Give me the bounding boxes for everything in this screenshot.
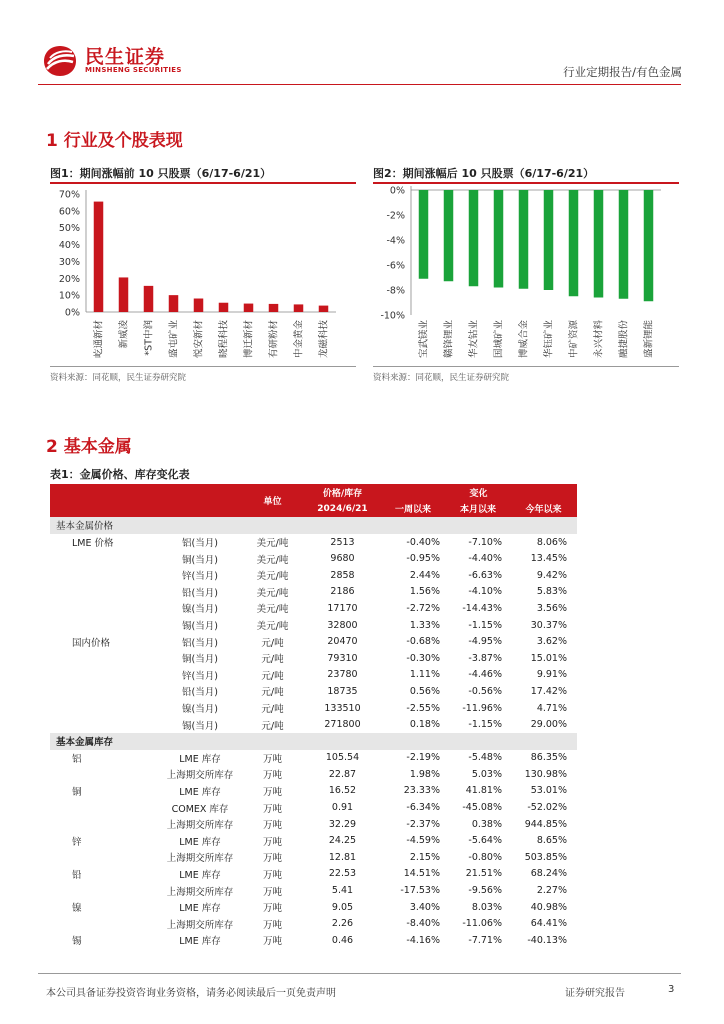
bar: [119, 277, 129, 312]
table-cell: 9680: [330, 553, 355, 565]
table-cell: -4.46%: [468, 669, 502, 681]
table-cell: 元/吨: [261, 670, 284, 682]
table-cell: -0.80%: [468, 851, 502, 863]
x-tick-label: 华钰矿业: [543, 320, 555, 359]
table-cell: -45.08%: [462, 802, 502, 814]
table-cell: 13.45%: [530, 553, 567, 565]
x-tick-label: 博迁新材: [243, 320, 255, 359]
table-cell: -5.48%: [468, 752, 502, 764]
table-cell: [50, 550, 160, 567]
x-tick-label: 有研粉材: [268, 320, 280, 359]
table-cell: 4.71%: [536, 702, 567, 714]
table-cell: LME 库存: [179, 836, 221, 848]
table-cell: -4.95%: [468, 636, 502, 648]
table-cell: 18735: [327, 685, 358, 697]
table-row: [50, 683, 577, 700]
table-cell: 5.83%: [536, 586, 567, 598]
table-cell: 5.41: [331, 885, 354, 897]
table-header-unit: 单位: [240, 484, 305, 517]
table-row: [50, 832, 577, 849]
table-cell: 32800: [327, 619, 358, 631]
x-tick-label: 国城矿业: [493, 320, 505, 359]
table-cell: 锡(当月): [182, 621, 218, 633]
table-cell: 上海期交所库存: [166, 820, 234, 832]
x-tick-label: 宝武镁业: [418, 320, 430, 359]
table-cell: LME 库存: [179, 903, 221, 915]
table-cell: 铝: [72, 753, 82, 765]
fig2-title: 图2：期间涨幅后 10 只股票（6/17-6/21）: [373, 167, 595, 180]
table-cell: 锡: [72, 936, 82, 948]
table-cell: -14.43%: [462, 602, 502, 614]
table-header-year: 今年以来: [510, 501, 577, 518]
bar: [594, 190, 604, 298]
table-body: [50, 517, 577, 948]
table-cell: 1.33%: [409, 619, 440, 631]
bar: [544, 190, 554, 290]
table-row: [50, 766, 577, 783]
table-cell: 铅(当月): [182, 587, 218, 599]
table-cell: [50, 799, 160, 816]
table-cell: [50, 617, 160, 634]
x-tick-label: 华友钴业: [468, 320, 480, 359]
table-cell: [50, 882, 160, 899]
fig2-chart: [373, 184, 679, 366]
table-cell: [50, 600, 160, 617]
table-cell: 元/吨: [261, 720, 284, 732]
company-logo: [38, 42, 238, 80]
table-cell: 79310: [327, 652, 358, 664]
table-cell: 9.91%: [536, 669, 567, 681]
table-cell: 0.56%: [409, 685, 440, 697]
table-cell: 万吨: [262, 903, 282, 915]
table-cell: -0.95%: [406, 553, 440, 565]
table-row: [50, 633, 577, 650]
fig1-chart: [50, 184, 356, 366]
bar: [144, 286, 154, 312]
table-cell: -3.87%: [468, 652, 502, 664]
table-cell: COMEX 库存: [171, 803, 229, 815]
table-cell: -4.16%: [406, 934, 440, 946]
table-cell: 15.01%: [530, 652, 567, 664]
table-cell: 86.35%: [530, 752, 567, 764]
x-tick-label: *ST中润: [143, 320, 155, 356]
table-cell: 2.15%: [409, 851, 440, 863]
y-tick-label: -6%: [386, 260, 405, 272]
table-cell: 美元/吨: [256, 604, 289, 616]
table-cell: -2.19%: [406, 752, 440, 764]
table-cell: 上海期交所库存: [166, 853, 234, 865]
table-cell: 2186: [330, 586, 355, 598]
table-cell: 元/吨: [261, 654, 284, 666]
table-cell: 0.46: [331, 934, 354, 946]
table-cell: 41.81%: [465, 785, 502, 797]
x-tick-label: 赣锋锂业: [443, 320, 455, 359]
table-cell: [50, 849, 160, 866]
table-row: [50, 650, 577, 667]
table-row: [50, 716, 577, 733]
table-row: [50, 866, 577, 883]
table-cell: 16.52: [328, 785, 357, 797]
table-cell: -2.37%: [406, 818, 440, 830]
y-tick-label: 20%: [58, 273, 80, 285]
table-cell: 20470: [327, 636, 358, 648]
table-cell: [50, 650, 160, 667]
bar: [644, 190, 654, 301]
table-cell: 锌(当月): [182, 670, 218, 682]
table-cell: 铜: [72, 786, 82, 798]
footer-divider: [38, 973, 681, 974]
table-cell: -4.59%: [406, 835, 440, 847]
table-cell: 2513: [330, 536, 355, 548]
bar: [619, 190, 629, 299]
table-section-label: 基本金属库存: [50, 733, 577, 750]
bar: [169, 295, 179, 312]
table-cell: LME 库存: [179, 936, 221, 948]
table-cell: 21.51%: [465, 868, 502, 880]
table-cell: 29.00%: [530, 719, 567, 731]
table-cell: -0.56%: [468, 685, 502, 697]
table-cell: 万吨: [262, 820, 282, 832]
table-cell: 53.01%: [530, 785, 567, 797]
table-cell: 铜(当月): [182, 654, 218, 666]
table-cell: 503.85%: [524, 851, 567, 863]
logo-en-text: MINSHENG SECURITIES: [85, 66, 182, 74]
table-cell: 3.56%: [536, 602, 567, 614]
table-cell: 锡(当月): [182, 720, 218, 732]
table-cell: 2.26: [331, 918, 354, 930]
fig1-bottom-rule: [50, 366, 356, 367]
table-cell: 9.42%: [536, 569, 567, 581]
bar: [94, 202, 104, 312]
table-cell: 2.27%: [536, 885, 567, 897]
table-header-change: 变化: [380, 484, 577, 501]
metal-price-table: [50, 484, 577, 949]
table-row: [50, 617, 577, 634]
table-cell: 2.44%: [409, 569, 440, 581]
section1-title: 1 行业及个股表现: [46, 131, 183, 151]
bar: [469, 190, 479, 286]
table-cell: 万吨: [262, 886, 282, 898]
table-cell: -40.13%: [527, 934, 567, 946]
table-cell: -1.15%: [468, 719, 502, 731]
table-row: [50, 899, 577, 916]
table-cell: [50, 915, 160, 932]
x-tick-label: 中矿资源: [568, 320, 580, 359]
x-tick-label: 屹通新材: [93, 320, 105, 359]
table-cell: -4.10%: [468, 586, 502, 598]
table-cell: 锌(当月): [182, 571, 218, 583]
table-cell: 17.42%: [530, 685, 567, 697]
table-cell: -0.68%: [406, 636, 440, 648]
table-cell: 9.05: [331, 901, 354, 913]
table-cell: LME 库存: [179, 786, 221, 798]
table-cell: 22.87: [328, 768, 357, 780]
table-cell: 万吨: [262, 786, 282, 798]
table-cell: 40.98%: [530, 901, 567, 913]
table-cell: LME 库存: [179, 869, 221, 881]
table-cell: -1.15%: [468, 619, 502, 631]
header-divider: [38, 84, 681, 85]
table-cell: 23.33%: [403, 785, 440, 797]
table-cell: 万吨: [262, 836, 282, 848]
table-cell: 铝(当月): [182, 637, 218, 649]
table-cell: -6.63%: [468, 569, 502, 581]
table-cell: 美元/吨: [256, 554, 289, 566]
fig1-source: 资料来源：同花顺，民生证券研究院: [50, 373, 187, 383]
table-cell: 0.38%: [471, 818, 502, 830]
table-cell: -7.71%: [468, 934, 502, 946]
logo-cn-text: 民生证券: [85, 46, 166, 68]
table-cell: 元/吨: [261, 704, 284, 716]
bar: [419, 190, 429, 279]
y-tick-label: 30%: [58, 256, 80, 268]
table-cell: -52.02%: [527, 802, 567, 814]
table-cell: 23780: [327, 669, 358, 681]
bar: [569, 190, 579, 296]
table-cell: [50, 766, 160, 783]
y-tick-label: -8%: [386, 285, 405, 297]
table-row: [50, 932, 577, 949]
table-cell: 12.81: [328, 851, 357, 863]
table-cell: 8.03%: [471, 901, 502, 913]
bar: [494, 190, 504, 288]
table-cell: LME 库存: [179, 753, 221, 765]
table-cell: 万吨: [262, 853, 282, 865]
table-cell: 国内价格: [72, 637, 111, 649]
table-cell: 万吨: [262, 936, 282, 948]
table-cell: 105.54: [325, 752, 360, 764]
table-cell: 锌: [72, 836, 82, 848]
table-cell: 万吨: [262, 803, 282, 815]
y-tick-label: -10%: [380, 310, 405, 322]
table-row: [50, 534, 577, 551]
table-cell: -0.30%: [406, 652, 440, 664]
table-cell: 美元/吨: [256, 587, 289, 599]
table-cell: [50, 584, 160, 601]
table-cell: 0.18%: [409, 719, 440, 731]
bar: [519, 190, 529, 289]
fig2-bottom-rule: [373, 366, 679, 367]
table-section-row: [50, 733, 577, 750]
table-cell: 5.03%: [471, 768, 502, 780]
table-cell: 1.11%: [409, 669, 440, 681]
bar: [194, 299, 204, 312]
table-row: [50, 750, 577, 767]
table-header-week: 一周以来: [380, 501, 446, 518]
fig2-source: 资料来源：同花顺，民生证券研究院: [373, 373, 510, 383]
bar: [444, 190, 454, 281]
table-cell: -5.64%: [468, 835, 502, 847]
table-cell: 271800: [324, 719, 361, 731]
table-cell: 美元/吨: [256, 538, 289, 550]
table-cell: 上海期交所库存: [166, 886, 234, 898]
table-cell: [50, 683, 160, 700]
table-header-blank: [160, 484, 240, 517]
table-header-blank: [50, 484, 160, 517]
table-cell: [50, 816, 160, 833]
bar: [294, 304, 304, 312]
table-cell: 32.29: [328, 818, 357, 830]
table-cell: -9.56%: [468, 885, 502, 897]
table-row: [50, 799, 577, 816]
table-cell: 万吨: [262, 919, 282, 931]
table-cell: 30.37%: [530, 619, 567, 631]
bar: [319, 306, 329, 312]
table-cell: 元/吨: [261, 637, 284, 649]
table-row: [50, 700, 577, 717]
page-number: 3: [668, 984, 675, 995]
table-cell: 3.62%: [536, 636, 567, 648]
section2-title: 2 基本金属: [46, 437, 132, 457]
table-cell: 1.98%: [409, 768, 440, 780]
page-header: [38, 42, 688, 84]
table-cell: 24.25: [328, 835, 357, 847]
table-cell: 美元/吨: [256, 571, 289, 583]
x-tick-label: 晓程科技: [218, 320, 230, 359]
table-cell: 14.51%: [403, 868, 440, 880]
y-tick-label: 10%: [58, 290, 80, 302]
table-cell: -17.53%: [400, 885, 440, 897]
table-cell: 美元/吨: [256, 621, 289, 633]
table-cell: 上海期交所库存: [166, 770, 234, 782]
table-cell: -11.06%: [462, 918, 502, 930]
bar: [244, 304, 254, 312]
table-cell: 68.24%: [530, 868, 567, 880]
table-cell: 133510: [324, 702, 361, 714]
table-cell: 元/吨: [261, 687, 284, 699]
table-cell: -11.96%: [462, 702, 502, 714]
y-tick-label: 50%: [58, 223, 80, 235]
x-tick-label: 盛新锂能: [643, 320, 655, 359]
table-cell: -2.72%: [406, 602, 440, 614]
table-cell: 2858: [330, 569, 355, 581]
table-row: [50, 915, 577, 932]
table-cell: -8.40%: [406, 918, 440, 930]
table-row: [50, 882, 577, 899]
x-tick-label: 龙磁科技: [318, 320, 330, 359]
y-tick-label: 60%: [58, 206, 80, 218]
fig1-title: 图1：期间涨幅前 10 只股票（6/17-6/21）: [50, 167, 272, 180]
table-cell: 8.06%: [536, 536, 567, 548]
table-cell: -7.10%: [468, 536, 502, 548]
y-tick-label: 40%: [58, 240, 80, 252]
table-cell: [50, 667, 160, 684]
table-cell: 镍: [72, 903, 82, 915]
report-category: 行业定期报告/有色金属: [563, 65, 682, 79]
table-cell: 万吨: [262, 869, 282, 881]
bar: [269, 304, 279, 312]
x-tick-label: 中金黄金: [293, 320, 305, 359]
table-row: [50, 584, 577, 601]
table-cell: 22.53: [328, 868, 357, 880]
table-row: [50, 550, 577, 567]
table-cell: 944.85%: [524, 818, 567, 830]
x-tick-label: 永兴材料: [593, 320, 605, 359]
table-cell: 万吨: [262, 753, 282, 765]
table-cell: 铅(当月): [182, 687, 218, 699]
table-cell: 上海期交所库存: [166, 919, 234, 931]
x-tick-label: 新威凌: [118, 320, 130, 349]
table-header-date: 2024/6/21: [305, 501, 380, 518]
table-cell: LME 价格: [72, 538, 114, 550]
table-row: [50, 816, 577, 833]
table-cell: -2.55%: [406, 702, 440, 714]
y-tick-label: 0%: [64, 307, 80, 319]
table-cell: 0.91: [331, 802, 354, 814]
table-cell: [50, 700, 160, 717]
table-cell: 64.41%: [530, 918, 567, 930]
x-tick-label: 悦安新材: [193, 320, 205, 359]
table-cell: 镍(当月): [182, 704, 218, 716]
y-tick-label: 70%: [58, 189, 80, 201]
table-cell: -6.34%: [406, 802, 440, 814]
x-tick-label: 博威合金: [518, 320, 530, 359]
x-tick-label: 盛屯矿业: [168, 320, 180, 359]
y-tick-label: 0%: [389, 185, 405, 197]
table-row: [50, 567, 577, 584]
table-cell: -4.40%: [468, 553, 502, 565]
table-row: [50, 600, 577, 617]
table-header-price: 价格/库存: [305, 484, 380, 501]
y-tick-label: -4%: [386, 235, 405, 247]
table-cell: 铅: [72, 869, 82, 881]
table-cell: 8.65%: [536, 835, 567, 847]
table-cell: -0.40%: [406, 536, 440, 548]
table-row: [50, 849, 577, 866]
table-row: [50, 783, 577, 800]
bar: [219, 303, 229, 312]
table-section-row: [50, 517, 577, 534]
table-cell: [50, 716, 160, 733]
table-cell: 17170: [327, 602, 358, 614]
table-title: 表1：金属价格、库存变化表: [50, 468, 190, 481]
table-header-month: 本月以来: [446, 501, 510, 518]
footer-report-type: 证券研究报告: [565, 988, 625, 999]
table-row: [50, 667, 577, 684]
table-cell: 镍(当月): [182, 604, 218, 616]
footer-disclaimer: 本公司具备证券投资咨询业务资格，请务必阅读最后一页免责声明: [46, 988, 336, 999]
y-tick-label: -2%: [386, 210, 405, 222]
table-cell: 万吨: [262, 770, 282, 782]
table-cell: 3.40%: [409, 901, 440, 913]
table-cell: [50, 567, 160, 584]
table-cell: 130.98%: [524, 768, 567, 780]
x-tick-label: 融捷股份: [618, 320, 630, 359]
table-cell: 铜(当月): [182, 554, 218, 566]
table-cell: 1.56%: [409, 586, 440, 598]
table-cell: 铝(当月): [182, 538, 218, 550]
table-section-label: 基本金属价格: [50, 517, 577, 534]
minsheng-logo-icon: [42, 44, 78, 78]
